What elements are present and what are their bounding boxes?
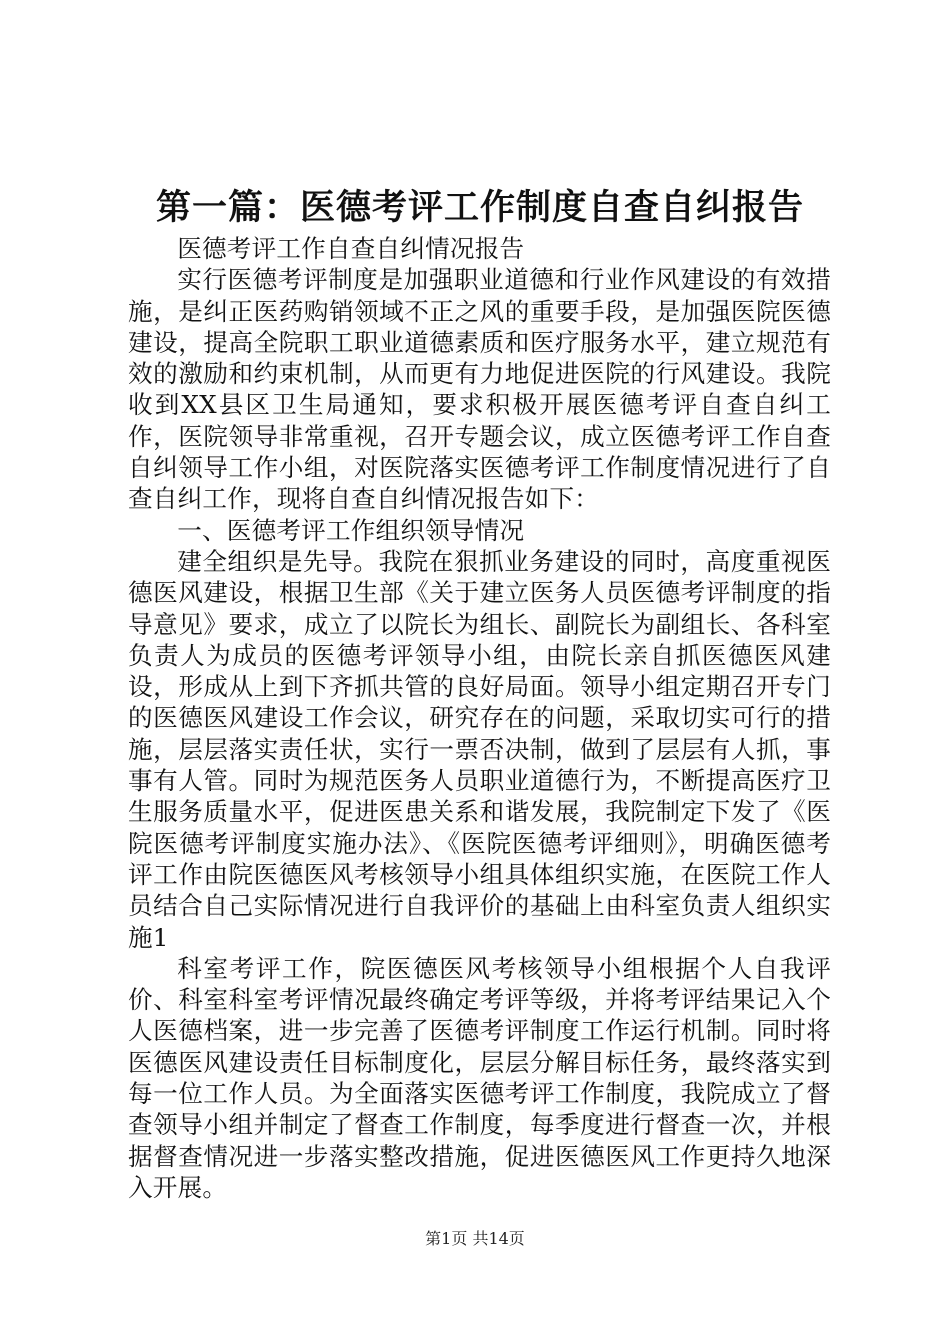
report-subtitle: 医德考评工作自查自纠情况报告 bbox=[177, 234, 525, 263]
document-title: 第一篇：医德考评工作制度自查自纠报告 bbox=[155, 188, 804, 228]
paragraph-evaluation: 科室考评工作，院医德医风考核领导小组根据个人自我评价、科室科室考评情况最终确定考评等级，并将考评结果记入个人医德档案，进一步完善了医德考评制度工作运行机制。同时将医德医风建设责任目标制度化，层层分解目标任务，最终落实到每一位工作人员。为全面落实医德考评工作制度，我院成立了督查领导小组并制定了督查工作制度，每季度进行督查一次，并根据督查情况进一步落实整改措施，促进医德医风工作更持久地深入开展。 bbox=[128, 953, 831, 1202]
page-number: 第1页 共14页 bbox=[425, 1229, 525, 1248]
section-heading-1: 一、医德考评工作组织领导情况 bbox=[177, 515, 525, 545]
paragraph-organization: 建全组织是先导。我院在狠抓业务建设的同时，高度重视医德医风建设，根据卫生部《关于建立医务人员医德考评制度的指导意见》要求，成立了以院长为组长、副院长为副组长、各科室负责人为成员的医德考评领导小组，由院长亲自抓医德医风建设，形成从上到下齐抓共管的良好局面。领导小组定期召开专门的医德医风建设工作会议，研究存在的问题，采取切实可行的措施，层层落实责任状，实行一票否决制，做到了层层有人抓，事事有人管。同时为规范医务人员职业道德行为，不断提高医疗卫生服务质量水平，促进医患关系和谐发展，我院制定下发了《医院医德考评制度实施办法》、《医院医德考评细则》，明确医德考评工作由院医德医风考核领导小组具体组织实施，在医院工作人员结合自己实际情况进行自我评价的基础上由科室负责人组织实施1 bbox=[128, 546, 831, 952]
paragraph-intro: 实行医德考评制度是加强职业道德和行业作风建设的有效措施，是纠正医药购销领域不正之风的重要手段，是加强医院医德建设，提高全院职工职业道德素质和医疗服务水平，建立规范有效的激励和约束机制，从而更有力地促进医院的行风建设。我院收到XX县区卫生局通知，要求积极开展医德考评自查自纠工作，医院领导非常重视，召开专题会议，成立医德考评工作自查自纠领导工作小组，对医院落实医德考评工作制度情况进行了自查自纠工作，现将自查自纠情况报告如下： bbox=[128, 265, 831, 514]
document-body bbox=[128, 233, 831, 1203]
